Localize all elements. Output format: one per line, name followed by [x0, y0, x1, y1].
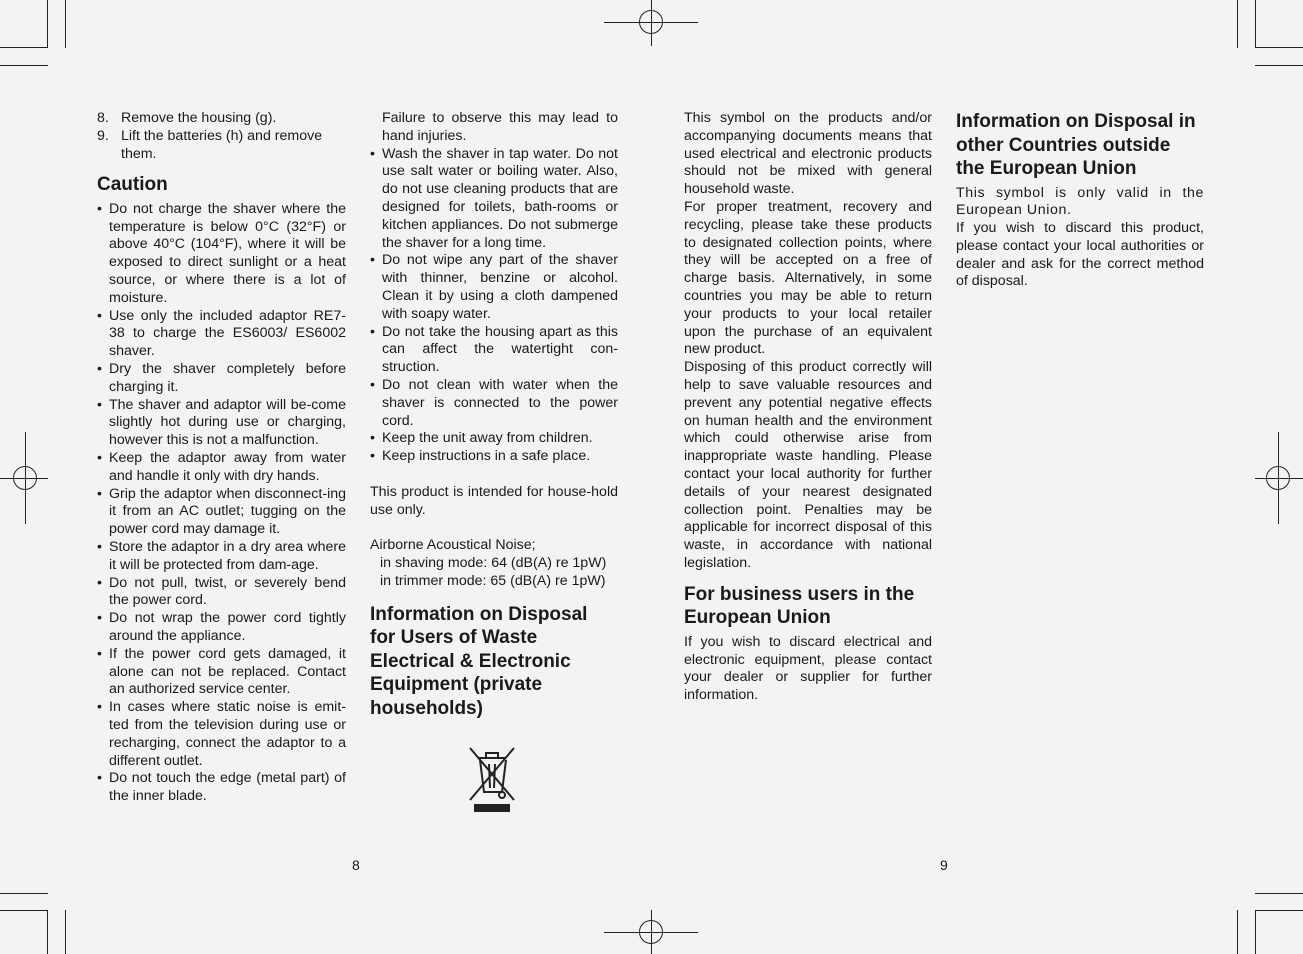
crossed-out-wheeled-bin-icon [466, 744, 518, 816]
caution-heading: Caution [97, 174, 168, 196]
business-text: If you wish to discard electrical and electronic equipment, please contact your dealer or supplier for further information. [684, 633, 932, 704]
caution-item: • Do not wipe any part of the shaver with thinner, benzine or alcohol. Clean it by using a cloth dampened with soapy water. [370, 252, 618, 322]
paragraph: For proper treatment, recovery and recycling, please take these products to designated collection points, where they will be accepted on a free of charge basis. Alternatively, in some countries you may be able to return your products to your local retailer upon the purchase of an equivalent new product. [684, 198, 932, 358]
step-item: 8. Remove the housing (g). [97, 110, 277, 126]
caution-item: • If the power cord gets damaged, it alone can not be replaced. Contact an authorized service center. [97, 645, 346, 698]
household-note: This product is intended for house-hold use only. [370, 483, 618, 518]
caution-item: • The shaver and adaptor will be-come slightly hot during use or charging, however this is not a malfunction. [97, 396, 346, 449]
paragraph: This symbol is only valid in the European Union. [956, 184, 1204, 219]
paragraph: If you wish to discard this product, please contact your local authorities or dealer and ask for the correct method of disposal. [956, 220, 1204, 290]
caution-continued: Failure to observe this may lead to hand injuries. [382, 110, 618, 144]
caution-item: • Do not pull, twist, or severely bend the power cord. [97, 574, 346, 609]
caution-item: • Do not charge the shaver where the temperature is below 0°C (32°F) or above 40°C (104°F), where it will be exposed to direct sunlight or a heat source, or where there is a lot of moisture. [97, 200, 346, 306]
caution-item: • Keep instructions in a safe place. [370, 448, 591, 465]
page-number: 8 [352, 857, 360, 873]
other-countries-heading: Information on Disposal in other Countries outside the European Union [956, 111, 1196, 179]
caution-item: • Keep the unit away from children. [370, 430, 593, 447]
caution-item: • Do not clean with water when the shaver is connected to the power cord. [370, 376, 618, 429]
business-heading: For business users in the European Union [684, 583, 915, 629]
caution-item: • Dry the shaver completely before charging it. [97, 361, 346, 395]
noise-trimmer: in trimmer mode: 65 (dB(A) re 1pW) [380, 572, 606, 589]
caution-item: • Do not wrap the power cord tightly around the appliance. [97, 610, 346, 645]
caution-item: • Use only the included adaptor RE7-38 to charge the ES6003/ ES6002 shaver. [97, 307, 346, 360]
caution-item: • Store the adaptor in a dry area where it will be protected from dam-age. [97, 539, 346, 573]
paragraph: This symbol on the products and/or accompanying documents means that used electrical and electronic products should not be mixed with general household waste. [684, 110, 932, 198]
step-item: 9. Lift the batteries (h) and remove them. [97, 127, 323, 162]
noise-shaving: in shaving mode: 64 (dB(A) re 1pW) [380, 554, 607, 571]
caution-item: • Grip the adaptor when disconnect-ing it from an AC outlet; tugging on the power cord may damage it. [97, 485, 346, 538]
caution-item: • In cases where static noise is emit-ted from the television during use or recharging, connect the adaptor to a different outlet. [97, 699, 346, 769]
paragraph: Disposing of this product correctly will help to save valuable resources and prevent any potential negative effects on human health and the environment which could otherwise arise from inappropriate waste handling. Please contact your local authority for further details of your nearest designated collection point. Penalties may be applicable for incorrect disposal of this waste, in accordance with national legislation. [684, 359, 932, 571]
page9-column3 [684, 110, 932, 705]
page8-column2 [370, 110, 618, 724]
page9-column4 [956, 110, 1204, 291]
caution-item: • Wash the shaver in tap water. Do not use salt water or boiling water. Also, do not use cleaning products that are designed for toilets, bath-rooms or kitchen appliances. Do not submerge the shaver for a long time. [370, 145, 618, 251]
noise-heading: Airborne Acoustical Noise; [370, 537, 536, 554]
caution-item: • Keep the adaptor away from water and handle it only with dry hands. [97, 450, 346, 484]
caution-item: • Do not touch the edge (metal part) of the inner blade. [97, 770, 346, 805]
caution-item: • Do not take the housing apart as this can affect the watertight con-struction. [370, 323, 618, 376]
page8-column1 [97, 110, 346, 806]
disposal-heading: Information on Disposal for Users of Waste Electrical & Electronic Equipment (private households) [370, 603, 588, 719]
page-number: 9 [940, 857, 948, 873]
